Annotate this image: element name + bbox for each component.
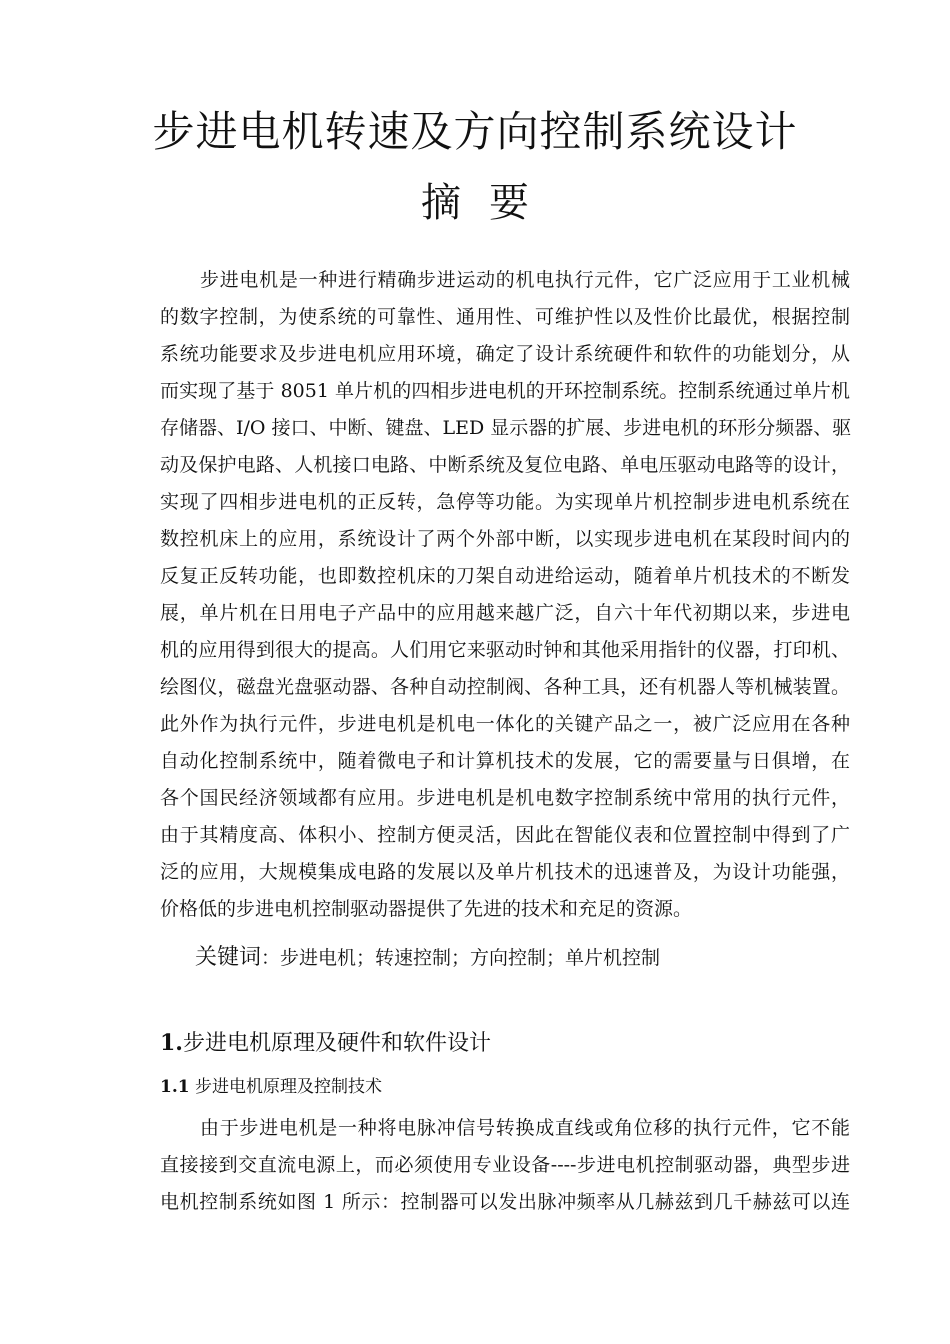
keywords-text: ：步进电机；转速控制；方向控制；单片机控制	[261, 947, 661, 969]
abstract-line: 的数字控制，为使系统的可靠性、通用性、可维护性以及性价比最优，根据控制	[160, 306, 850, 328]
abstract-line: 绘图仪，磁盘光盘驱动器、各种自动控制阀、各种工具，还有机器人等机械装置。	[160, 676, 850, 698]
body-line: 由于步进电机是一种将电脉冲信号转换成直线或角位移的执行元件，它不能	[200, 1117, 850, 1139]
abstract-line: 此外作为执行元件，步进电机是机电一体化的关键产品之一，被广泛应用在各种	[160, 713, 850, 735]
section-1-heading	[160, 1025, 491, 1062]
section-1-1-body	[160, 1110, 850, 1221]
abstract-body	[160, 262, 850, 928]
keywords-label: 关键词	[195, 945, 262, 970]
abstract-line: 动及保护电路、人机接口电路、中断系统及复位电路、单电压驱动电路等的设计，	[160, 454, 850, 476]
abstract-line: 实现了四相步进电机的正反转，急停等功能。为实现单片机控制步进电机系统在	[160, 491, 850, 513]
abstract-line: 展，单片机在日用电子产品中的应用越来越广泛，自六十年代初期以来，步进电	[160, 602, 850, 624]
section-1-title: 步进电机原理及硬件和软件设计	[182, 1031, 491, 1056]
section-1-1-heading	[160, 1072, 382, 1102]
abstract-line: 系统功能要求及步进电机应用环境，确定了设计系统硬件和软件的功能划分，从	[160, 343, 850, 365]
body-line: 直接接到交直流电源上，而必须使用专业设备----步进电机控制驱动器，典型步进	[160, 1154, 850, 1176]
abstract-heading	[0, 176, 950, 230]
abstract-line: 反复正反转功能，也即数控机床的刀架自动进给运动，随着单片机技术的不断发	[160, 565, 850, 587]
abstract-line: 自动化控制系统中，随着微电子和计算机技术的发展，它的需要量与日俱增，在	[160, 750, 850, 772]
section-1-1-title: 步进电机原理及控制技术	[189, 1077, 382, 1097]
abstract-heading-char-1: 摘	[421, 180, 461, 226]
abstract-heading-char-2: 要	[489, 180, 529, 226]
section-1-number: 1.	[160, 1030, 183, 1056]
abstract-line: 存储器、I/O 接口、中断、键盘、LED 显示器的扩展、步进电机的环形分频器、驱	[160, 417, 852, 439]
abstract-line: 机的应用得到很大的提高。人们用它来驱动时钟和其他采用指针的仪器，打印机、	[160, 639, 850, 661]
abstract-line: 而实现了基于 8051 单片机的四相步进电机的开环控制系统。控制系统通过单片机	[160, 380, 850, 402]
abstract-line: 泛的应用，大规模集成电路的发展以及单片机技术的迅速普及，为设计功能强，	[160, 861, 850, 883]
abstract-line: 各个国民经济领域都有应用。步进电机是机电数字控制系统中常用的执行元件，	[160, 787, 850, 809]
abstract-line: 由于其精度高、体积小、控制方便灵活，因此在智能仪表和位置控制中得到了广	[160, 824, 850, 846]
abstract-line: 数控机床上的应用，系统设计了两个外部中断，以实现步进电机在某段时间内的	[160, 528, 850, 550]
body-line: 电机控制系统如图 1 所示：控制器可以发出脉冲频率从几赫兹到几千赫兹可以连	[160, 1191, 850, 1213]
abstract-line: 步进电机是一种进行精确步进运动的机电执行元件，它广泛应用于工业机械	[200, 269, 850, 291]
document-title: 步进电机转速及方向控制系统设计	[152, 107, 798, 156]
section-1-1-number: 1.1	[160, 1077, 190, 1097]
keywords	[195, 938, 660, 978]
abstract-line: 价格低的步进电机控制驱动器提供了先进的技术和充足的资源。	[160, 898, 693, 920]
